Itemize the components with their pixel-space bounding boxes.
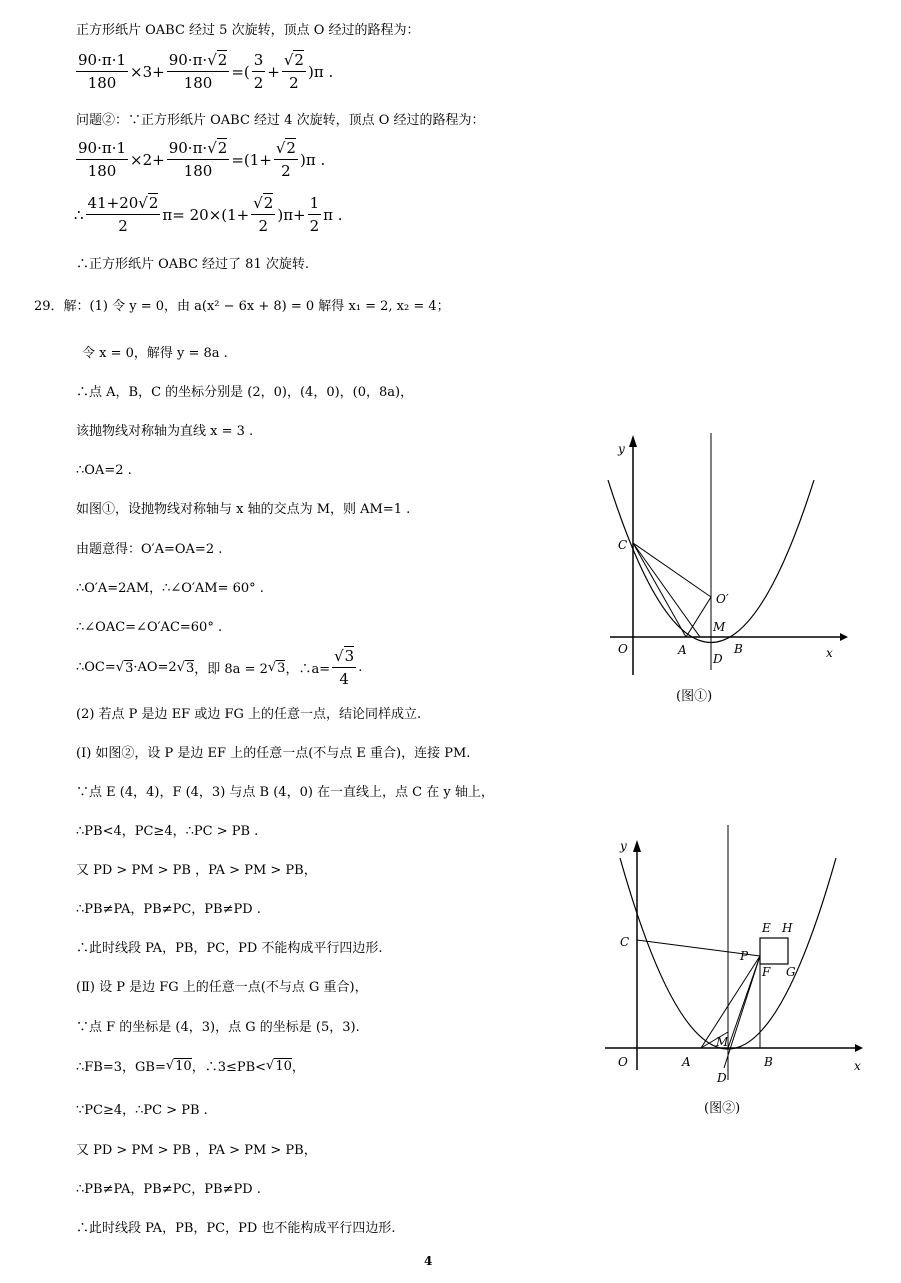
eq1-den4: 2: [289, 74, 299, 92]
fig2-x-label: x: [854, 1059, 861, 1073]
fig2-h-label: H: [782, 921, 793, 935]
p10-e: ，即 8a = 2: [194, 662, 268, 677]
eq2-t1: ×2+: [130, 150, 165, 169]
eq1-t3: +: [267, 62, 280, 81]
eq1-den2: 180: [183, 74, 213, 92]
p10-root3: 3: [277, 660, 286, 676]
p20-a: ∴FB=3，GB=: [76, 1060, 166, 1075]
figure-1: [600, 425, 850, 715]
eq2-den2: 180: [183, 162, 213, 180]
a-frac-tail: .: [358, 660, 363, 675]
equation-2: $\frac{90\cdot\pi\cdot 1}{180}$ ×2+ $\frac{90\cdot\pi\cdot√2}{180}$ =(1+ $\frac{√2}{2}$ )π .: [78, 139, 326, 180]
eq3-den3: 2: [309, 217, 320, 235]
eq3-den1: 2: [118, 217, 128, 235]
text-p18: (Ⅱ) 设 P 是边 FG 上的任意一点(不与点 G 重合)，: [76, 980, 368, 995]
fig2-e-label: E: [762, 921, 771, 935]
fig1-caption: (图①): [676, 689, 713, 704]
text-p2: 令 x = 0，解得 y = 8a .: [82, 346, 228, 361]
text-p20: ∴FB=3，GB= √ 10 ，∴3≤PB< √ 10 ，: [76, 1058, 305, 1075]
text-p6: 如图①，设抛物线对称轴与 x 轴的交点为 M，则 AM=1 .: [76, 502, 411, 517]
p20-root1: 10: [175, 1058, 192, 1074]
fig2-m-label: M: [716, 1035, 729, 1049]
a-frac-num: 3: [344, 647, 355, 665]
fig2-y-label: y: [620, 839, 627, 853]
fig1-o-label: O: [618, 642, 628, 656]
text-p15: 又 PD > PM > PB ，PA > PM > PB，: [76, 863, 317, 878]
fig2-p-label: P: [740, 949, 749, 963]
text-line-6: ∴正方形纸片 OABC 经过了 81 次旋转.: [76, 257, 309, 272]
eq2-den3: 2: [281, 162, 291, 180]
text-p7: 由题意得：O′A=OA=2 .: [76, 542, 223, 557]
text-p4: 该抛物线对称轴为直线 x = 3 .: [76, 424, 254, 439]
eq1-t2: =(: [231, 62, 250, 81]
fig1-oprime-label: O′: [716, 592, 729, 606]
p10-c: ·AO=2: [133, 660, 177, 675]
fig1-m-label: M: [713, 620, 726, 634]
eq3-root1: 2: [148, 194, 159, 212]
eq1-t1: ×3+: [130, 62, 165, 81]
eq1-den3: 2: [253, 74, 264, 92]
p20-c: ，∴3≤PB<: [191, 1060, 267, 1075]
text-p5: ∴OA=2 .: [76, 463, 132, 478]
fig1-d-label: D: [713, 652, 723, 666]
p10-g: ，∴a=: [285, 662, 331, 677]
p10-root2: 3: [186, 660, 195, 676]
eq1-root2: 2: [217, 51, 228, 69]
text-p9: ∴∠OAC=∠O′AC=60° .: [76, 620, 223, 635]
eq3-root2: 2: [263, 194, 274, 212]
problem-29-line: 29．解：(1) 令 y = 0，由 a(x² − 6x + 8) = 0 解得 x₁ = 2, x₂ = 4；: [34, 299, 450, 314]
text-p12: (Ⅰ) 如图②，设 P 是边 EF 上的任意一点(不与点 E 重合)，连接 PM.: [76, 746, 471, 761]
text-p13: ∵点 E (4，4)，F (4，3) 与点 B (4，0) 在一直线上，点 C 在 y 轴上，: [76, 785, 494, 800]
text-p8: ∴O′A=2AM，∴∠O′AM= 60° .: [76, 581, 264, 596]
eq1-den1: 180: [87, 74, 117, 92]
fig2-g-label: G: [786, 965, 796, 979]
text-line-3: 问题②：∵正方形纸片 OABC 经过 4 次旋转，顶点 O 经过的路程为：: [76, 113, 485, 128]
eq3-t2: )π+: [277, 205, 306, 224]
text-p21: ∵PC≥4，∴PC > PB .: [76, 1103, 208, 1118]
eq2-num2: 90·π·: [168, 139, 208, 157]
a-frac-den: 4: [339, 670, 349, 688]
fig2-c-label: C: [620, 935, 630, 949]
text-p19: ∵点 F 的坐标是 (4，3)，点 G 的坐标是 (5，3).: [76, 1020, 360, 1035]
p20-e: ，: [291, 1060, 305, 1075]
eq3-t1: π= 20×(1+: [162, 205, 250, 224]
p10-root1: 3: [125, 660, 134, 676]
equation-1: $\frac{90\cdot\pi\cdot 1}{180}$ ×3+ $\frac{90\cdot\pi\cdot√2}{180}$ =( $\frac{3}{2}$ + $\frac{√2}{2}$ )π .: [78, 51, 334, 92]
text-p10: ∴OC= √ 3 ·AO=2 √ 3 ，即 8a = 2 √ 3 ，∴a= $\frac{√3}{4}$ .: [76, 647, 363, 688]
eq1-num2: 90·π·: [168, 51, 208, 69]
fig2-o-label: O: [618, 1055, 628, 1069]
fig1-y-label: y: [618, 442, 625, 456]
eq3-t3: π .: [323, 205, 343, 224]
fig1-b-label: B: [734, 642, 743, 656]
text-p11: (2) 若点 P 是边 EF 或边 FG 上的任意一点，结论同样成立.: [76, 707, 422, 722]
fig2-b-label: B: [764, 1055, 773, 1069]
text-p22: 又 PD > PM > PB ，PA > PM > PB，: [76, 1143, 317, 1158]
eq3-num1: 41+20: [87, 194, 139, 212]
eq2-root3: 2: [286, 139, 296, 157]
eq2-t3: )π .: [299, 150, 326, 169]
fig2-f-label: F: [762, 965, 771, 979]
fig2-caption: (图②): [704, 1101, 741, 1116]
eq2-root2: 2: [217, 139, 228, 157]
text-p14: ∴PB<4，PC≥4，∴PC > PB .: [76, 824, 259, 839]
equation-3: ∴ $\frac{41+20√2}{2}$ π= 20×(1+ $\frac{√2}{2}$ )π+ $\frac{1}{2}$ π .: [74, 194, 343, 235]
eq3-den2: 2: [258, 217, 269, 235]
eq1-num3: 3: [252, 50, 266, 72]
eq1-t4: )π .: [307, 62, 334, 81]
figure-2: [600, 820, 870, 1120]
text-p16: ∴PB≠PA，PB≠PC，PB≠PD .: [76, 902, 261, 917]
page-number: 4: [424, 1254, 433, 1268]
text-p17: ∴此时线段 PA，PB，PC，PD 不能构成平行四边形.: [76, 941, 383, 956]
eq3-pre: ∴: [74, 205, 84, 224]
eq1-num1: 90·π·1: [76, 50, 128, 72]
fig1-a-label: A: [678, 643, 687, 657]
eq2-num1: 90·π·1: [76, 138, 128, 160]
text-p23: ∴PB≠PA，PB≠PC，PB≠PD .: [76, 1182, 261, 1197]
fig1-x-label: x: [826, 646, 833, 660]
p20-root2: 10: [275, 1058, 292, 1074]
eq1-root4: 2: [294, 51, 304, 69]
text-p24: ∴此时线段 PA，PB，PC，PD 也不能构成平行四边形.: [76, 1221, 396, 1236]
eq2-t2: =(1+: [231, 150, 272, 169]
text-p3: ∴点 A，B，C 的坐标分别是 (2，0)，(4，0)，(0，8a)，: [76, 385, 414, 400]
eq2-den1: 180: [87, 162, 117, 180]
fig1-c-label: C: [618, 538, 628, 552]
text-line-1: 正方形纸片 OABC 经过 5 次旋转，顶点 O 经过的路程为：: [76, 23, 420, 38]
fig2-a-label: A: [682, 1055, 691, 1069]
eq3-num3: 1: [308, 193, 322, 215]
fig2-d-label: D: [717, 1071, 727, 1085]
p10-a: ∴OC=: [76, 660, 116, 675]
